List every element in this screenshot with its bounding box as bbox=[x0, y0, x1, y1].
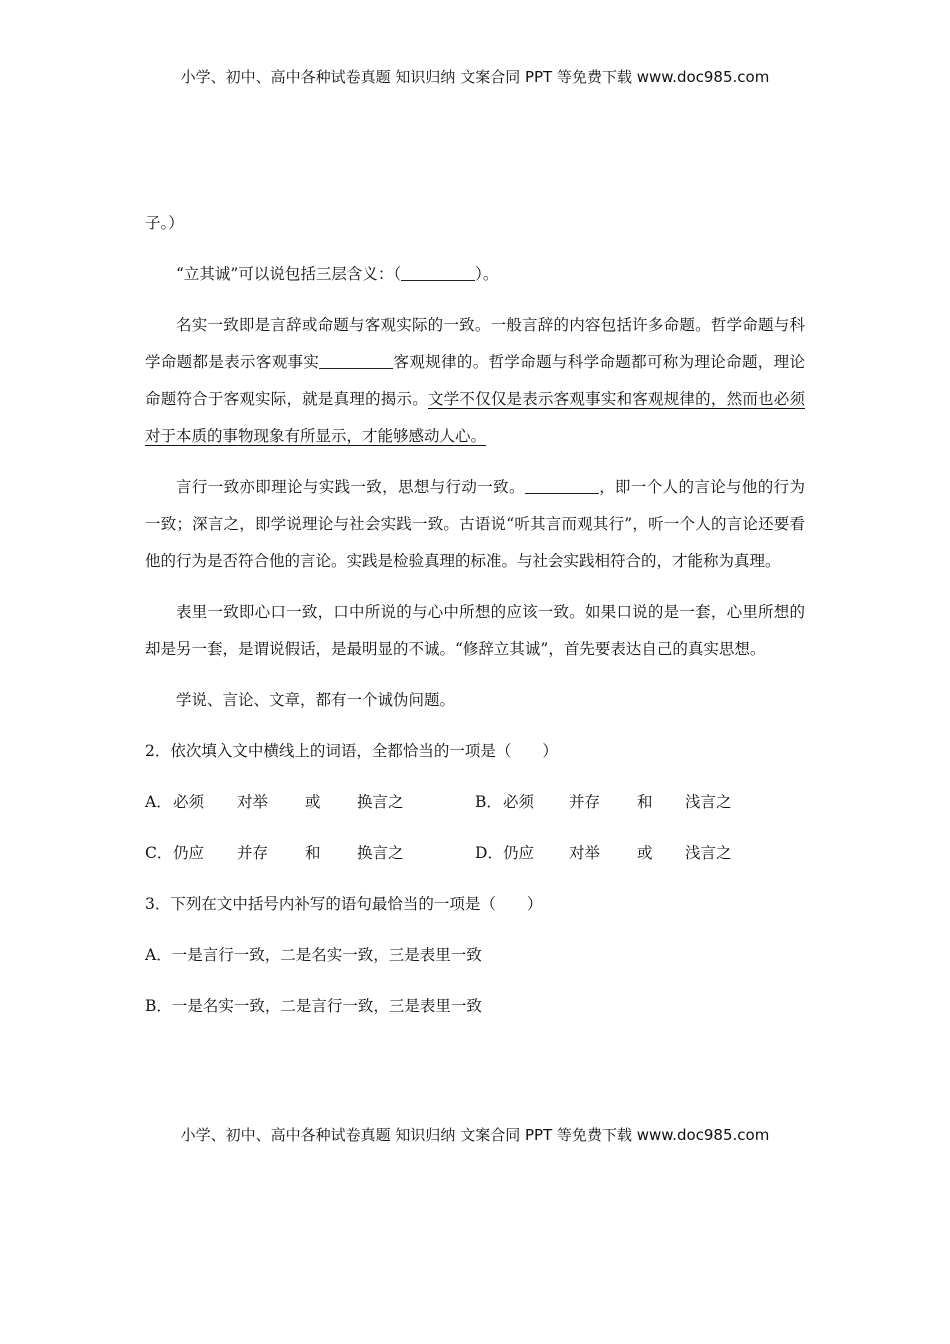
option-word: 换言之 bbox=[357, 844, 404, 862]
paragraph-continuation: 子。） bbox=[145, 214, 184, 232]
paragraph-inner-outer: 表里一致即心口一致，口中所说的与心中所想的应该一致。如果口说的是一套，心里所想的却是另一套，是谓说假话，是最明显的不诚。“修辞立其诚”，首先要表达自己的真实思想。 bbox=[145, 603, 805, 658]
option-word: 和 bbox=[637, 793, 653, 811]
paragraph-text: 名实一致即是言辞或命题与客观实际的一致。一般言辞的内容包括许多命题。哲学命题与科学命题都是表示客观事实 bbox=[145, 316, 805, 371]
option-word: 并存 bbox=[237, 844, 269, 862]
document-body bbox=[145, 205, 805, 1039]
option-word: 和 bbox=[305, 844, 321, 862]
option-word: 必须 bbox=[173, 793, 205, 811]
question-2-options-row bbox=[145, 784, 805, 821]
option-letter: C． bbox=[145, 844, 173, 862]
paragraph-name-reality bbox=[145, 307, 805, 455]
option-word: 并存 bbox=[569, 793, 601, 811]
option-word: 浅言之 bbox=[685, 793, 732, 811]
option-b[interactable] bbox=[475, 784, 732, 821]
paragraph-intro bbox=[145, 256, 805, 293]
paragraph-text: “立其诚”可以说包括三层含义：（ bbox=[176, 265, 402, 283]
question-3-option-b[interactable]: B．一是名实一致，二是言行一致，三是表里一致 bbox=[145, 997, 482, 1015]
option-d[interactable] bbox=[475, 835, 732, 872]
option-a[interactable] bbox=[145, 784, 475, 821]
paragraph-text: ，即一个人的言论与他的行为一致；深言之，即学说理论与社会实践一致。古语说“听其言而观其行”，听一个人的言论还要看他的行为是否符合他的言论。实践是检验真理的标准。与社会实践相符合的，才能称为真理。 bbox=[145, 478, 805, 570]
option-word: 或 bbox=[305, 793, 321, 811]
question-3-option-a[interactable]: A．一是言行一致，二是名实一致，三是表里一致 bbox=[145, 946, 482, 964]
page-header: 小学、初中、高中各种试卷真题 知识归纳 文案合同 PPT 等免费下载 www.doc985.com bbox=[180, 68, 770, 86]
option-word: 换言之 bbox=[357, 793, 404, 811]
page-footer: 小学、初中、高中各种试卷真题 知识归纳 文案合同 PPT 等免费下载 www.doc985.com bbox=[180, 1126, 770, 1144]
fill-blank bbox=[525, 478, 599, 495]
option-word: 对举 bbox=[569, 844, 601, 862]
paragraph-text: 言行一致亦即理论与实践一致，思想与行动一致。 bbox=[176, 478, 525, 496]
option-word: 对举 bbox=[237, 793, 269, 811]
fill-blank bbox=[401, 265, 475, 282]
option-word: 或 bbox=[637, 844, 653, 862]
question-2-options-row bbox=[145, 835, 805, 872]
question-2-stem: 2．依次填入文中横线上的词语，全都恰当的一项是（ ） bbox=[145, 742, 558, 760]
paragraph-text: 客观规律的。哲学命题与科学命题都可称为理论命题，理论命题符合于客观实际，就是真理的揭示。 bbox=[145, 353, 805, 408]
option-word: 仍应 bbox=[173, 844, 205, 862]
option-word: 必须 bbox=[503, 793, 535, 811]
underlined-sentence: 文学不仅仅是表示客观事实和客观规律的，然而也必须对于本质的事物现象有所显示，才能够感动人心。 bbox=[145, 390, 805, 445]
option-letter: B． bbox=[475, 793, 502, 811]
option-letter: D． bbox=[475, 844, 503, 862]
option-word: 仍应 bbox=[503, 844, 535, 862]
paragraph-conclusion: 学说、言论、文章，都有一个诚伪问题。 bbox=[176, 691, 456, 709]
question-3-stem: 3．下列在文中括号内补写的语句最恰当的一项是（ ） bbox=[145, 895, 543, 913]
paragraph-text: ）。 bbox=[475, 265, 499, 283]
option-letter: A． bbox=[145, 793, 172, 811]
fill-blank bbox=[319, 353, 393, 370]
option-word: 浅言之 bbox=[685, 844, 732, 862]
paragraph-word-deed bbox=[145, 469, 805, 580]
option-c[interactable] bbox=[145, 835, 475, 872]
